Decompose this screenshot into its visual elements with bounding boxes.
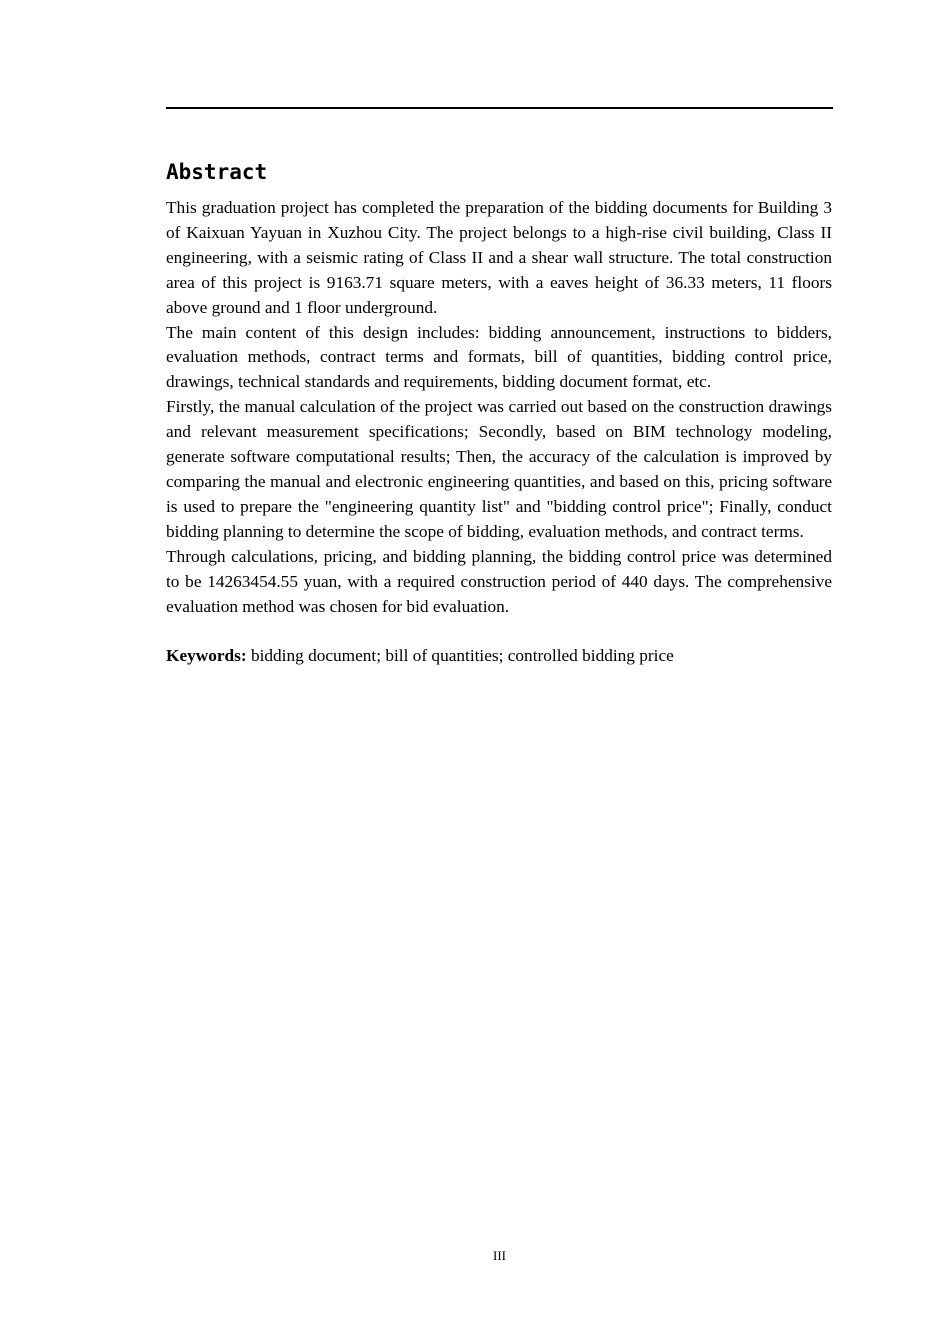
keywords-line	[166, 644, 832, 669]
abstract-paragraph-1: This graduation project has completed the preparation of the bidding documents for Building 3 of Kaixuan Yayuan in Xuzhou City. The project belongs to a high-rise civil building, Class II engineering, with a seismic rating of Class II and a shear wall structure. The total construction area of this project is 9163.71 square meters, with a eaves height of 36.33 meters, 11 floors above ground and 1 floor underground.	[166, 198, 832, 317]
abstract-title: Abstract	[166, 160, 268, 184]
header-rule	[166, 107, 833, 109]
page-number: III	[493, 1248, 506, 1263]
keywords-text: bidding document; bill of quantities; controlled bidding price	[246, 646, 674, 666]
abstract-paragraph-2: The main content of this design includes: bidding announcement, instructions to bidders, evaluation methods, contract terms and formats, bill of quantities, bidding control price, drawings, technical standards and requirements, bidding document format, etc.	[166, 322, 832, 392]
keywords-label: Keywords:	[166, 646, 247, 666]
abstract-paragraph-4: Through calculations, pricing, and bidding planning, the bidding control price was determined to be 14263454.55 yuan, with a required construction period of 440 days. The comprehensive evaluation method was chosen for bid evaluation.	[166, 546, 832, 616]
abstract-paragraph-3: Firstly, the manual calculation of the project was carried out based on the construction drawings and relevant measurement specifications; Secondly, based on BIM technology modeling, generate software computational results; Then, the accuracy of the calculation is improved by comparing the manual and electronic engineering quantities, and based on this, pricing software is used to prepare the "engineering quantity list" and "bidding control price"; Finally, conduct bidding planning to determine the scope of bidding, evaluation methods, and contract terms.	[166, 397, 832, 541]
abstract-section	[166, 156, 832, 669]
